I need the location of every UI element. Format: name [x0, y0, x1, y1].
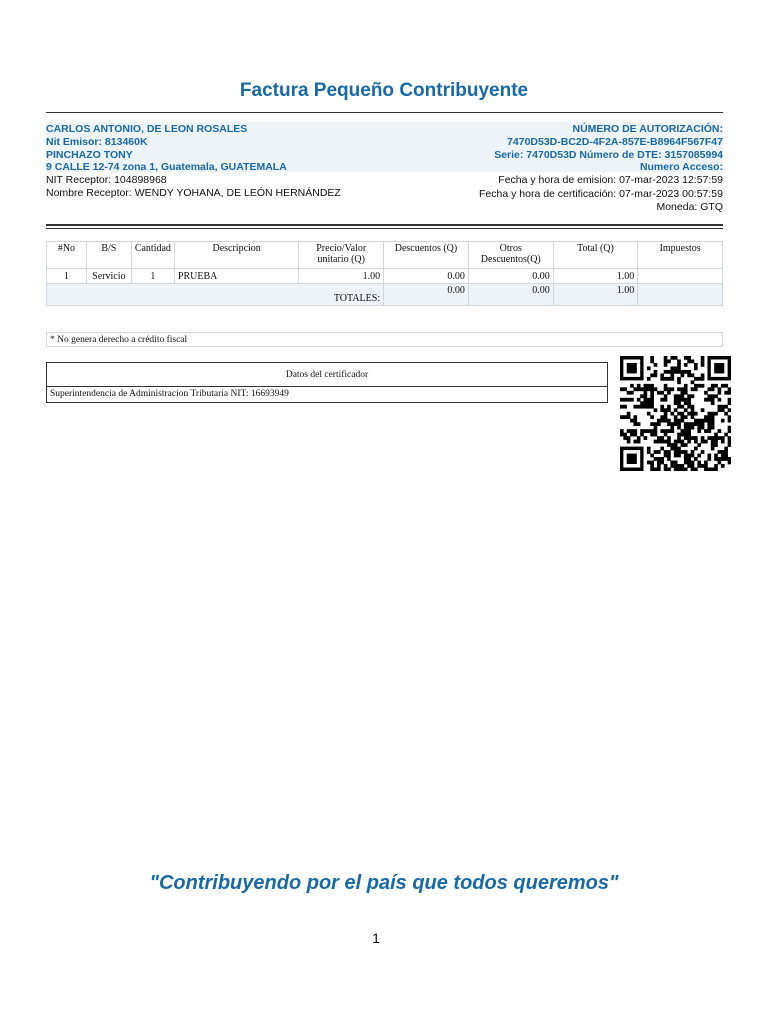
receiver-nit: NIT Receptor: 104898968 — [46, 174, 167, 186]
certifier-detail: Superintendencia de Administracion Tributaria NIT: 16693949 — [50, 389, 289, 399]
certification-date: Fecha y hora de certificación: 07-mar-2023 00:57:59 — [479, 187, 723, 200]
issuer-trade-name: PINCHAZO TONY — [46, 148, 133, 161]
totals-discounts: 0.00 — [384, 284, 469, 306]
page-number: 1 — [372, 930, 380, 946]
cell-total: 1.00 — [553, 269, 638, 284]
qr-code-icon — [620, 356, 731, 471]
dte-series: Serie: 7470D53D Número de DTE: 3157085994 — [494, 148, 723, 161]
cell-discounts: 0.00 — [384, 269, 469, 284]
authorization-label: NÚMERO DE AUTORIZACIÓN: — [572, 123, 723, 135]
issue-date: Fecha y hora de emision: 07-mar-2023 12:57:59 — [498, 174, 723, 186]
header-taxes: Impuestos — [638, 242, 723, 269]
header-discounts: Descuentos (Q) — [384, 242, 469, 269]
cell-taxes — [638, 269, 723, 284]
document-title: Factura Pequeño Contribuyente — [239, 80, 529, 101]
authorization-block — [494, 123, 723, 174]
certifier-title: Datos del certificador — [47, 363, 607, 387]
cell-other-discounts: 0.00 — [468, 269, 553, 284]
fiscal-note: * No genera derecho a crédito fiscal — [46, 332, 723, 347]
header-divider — [46, 112, 723, 113]
receiver-block — [46, 174, 341, 200]
footer-slogan: "Contribuyendo por el país que todos queremos" — [149, 872, 619, 894]
authorization-number: 7470D53D-BC2D-4F2A-857E-B8964F567F47 — [507, 135, 723, 148]
access-number: Numero Acceso: — [639, 161, 723, 174]
header-other-discounts-line2: Descuentos(Q) — [480, 254, 541, 265]
header-other-discounts — [468, 242, 553, 269]
table-row — [47, 269, 723, 284]
issuer-name: CARLOS ANTONIO, DE LEON ROSALES — [46, 123, 248, 135]
totals-row — [47, 284, 723, 306]
items-table — [46, 241, 723, 306]
header-quantity: Cantidad — [131, 242, 174, 269]
section-divider — [46, 224, 723, 229]
receiver-name: Nombre Receptor: WENDY YOHANA, DE LEÓN HERNÁNDEZ — [46, 187, 341, 199]
totals-taxes — [638, 284, 723, 306]
header-description: Descripcion — [174, 242, 298, 269]
issuer-block — [46, 123, 287, 174]
cell-quantity: 1 — [131, 269, 174, 284]
header-unit-price-line2: unitario (Q) — [317, 254, 365, 265]
totals-total: 1.00 — [553, 284, 638, 306]
certifier-box — [46, 362, 608, 403]
header-no: #No — [47, 242, 87, 269]
issuer-address: 9 CALLE 12-74 zona 1, Guatemala, GUATEMALA — [46, 161, 287, 174]
totals-label: TOTALES: — [47, 284, 384, 306]
header-unit-price-line1: Precio/Valor — [316, 243, 367, 254]
header-total: Total (Q) — [553, 242, 638, 269]
dates-block — [479, 174, 723, 215]
table-header-row — [47, 242, 723, 269]
currency: Moneda: GTQ — [656, 201, 723, 213]
cell-description: PRUEBA — [174, 269, 298, 284]
cell-no: 1 — [47, 269, 87, 284]
header-bs: B/S — [86, 242, 131, 269]
cell-unit-price: 1.00 — [299, 269, 384, 284]
issuer-nit: Nit Emisor: 813460K — [46, 135, 148, 148]
cell-bs: Servicio — [86, 269, 131, 284]
totals-other-discounts: 0.00 — [468, 284, 553, 306]
header-unit-price — [299, 242, 384, 269]
header-other-discounts-line1: Otros — [499, 243, 522, 254]
